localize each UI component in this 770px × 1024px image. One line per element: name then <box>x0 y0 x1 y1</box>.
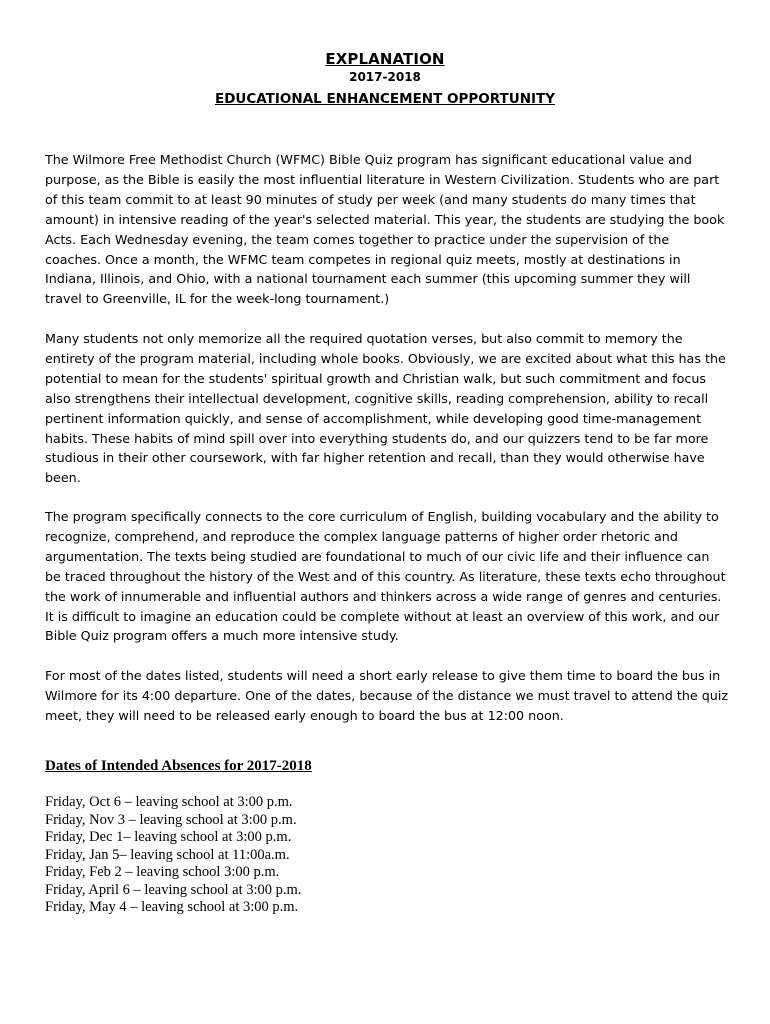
absence-date-item: Friday, Nov 3 – leaving school at 3:00 p.m. <box>45 811 297 828</box>
document-year: 2017-2018 <box>349 70 421 84</box>
paragraph-early-release: For most of the dates listed, students will need a short early release to give them time to board the bus in Wilmore for its 4:00 departure. One of the dates, because of the distance we must travel to attend the quiz meet, they will need to be released early enough to board the bus at 12:00 noon. <box>45 668 728 723</box>
absence-date-item: Friday, Jan 5– leaving school at 11:00a.m. <box>45 846 290 863</box>
absences-date-list <box>45 794 301 917</box>
document-title: EXPLANATION <box>325 50 445 68</box>
absence-date-item: Friday, Feb 2 – leaving school 3:00 p.m. <box>45 864 280 880</box>
absence-date-item: Friday, May 4 – leaving school at 3:00 p.m. <box>45 899 299 915</box>
absence-date-item: Friday, Oct 6 – leaving school at 3:00 p.m. <box>45 794 293 810</box>
paragraph-student-benefits: Many students not only memorize all the required quotation verses, but also commit to memory the entirety of the program material, including whole books. Obviously, we are excited about what this has the potential to mean for the students' spiritual growth and Christian walk, but such commitment and focus also strengthens their intellectual development, cognitive skills, reading comprehension, ability to recall pertinent information quickly, and sense of accomplishment, while developing good time-management habits. These habits of mind spill over into everything students do, and our quizzers tend to be far more studious in their other coursework, with far higher retention and recall, than they would otherwise have been. <box>45 331 726 486</box>
absence-date-item: Friday, Dec 1– leaving school at 3:00 p.m. <box>45 829 292 845</box>
document-subtitle: EDUCATIONAL ENHANCEMENT OPPORTUNITY <box>214 91 556 107</box>
paragraph-program-overview: The Wilmore Free Methodist Church (WFMC) Bible Quiz program has significant educational value and purpose, as the Bible is easily the most influential literature in Western Civilization. Students who are part of this team commit to at least 90 minutes of study per week (and many students do many times that amount) in intensive reading of the year's selected material. This year, the students are studying the book Acts. Each Wednesday evening, the team comes together to practice under the supervision of the coaches. Once a month, the WFMC team competes in regional quiz meets, mostly at destinations in Indiana, Illinois, and Ohio, with a national tournament each summer (this upcoming summer they will travel to Greenville, IL for the week-long tournament.) <box>45 152 725 307</box>
absences-heading: Dates of Intended Absences for 2017-2018 <box>45 758 312 774</box>
absence-date-item: Friday, April 6 – leaving school at 3:00 p.m. <box>45 881 302 898</box>
paragraph-curriculum-connection: The program specifically connects to the core curriculum of English, building vocabulary and the ability to recognize, comprehend, and reproduce the complex language patterns of higher order rhetoric and argumentation. The texts being studied are foundational to much of our civic life and their influence can be traced throughout the history of the West and of this country. As literature, these texts echo throughout the work of innumerable and influential authors and thinkers across a wide range of genres and centuries. It is difficult to imagine an education could be complete without at least an overview of this work, and our Bible Quiz program offers a much more intensive study. <box>45 509 726 644</box>
